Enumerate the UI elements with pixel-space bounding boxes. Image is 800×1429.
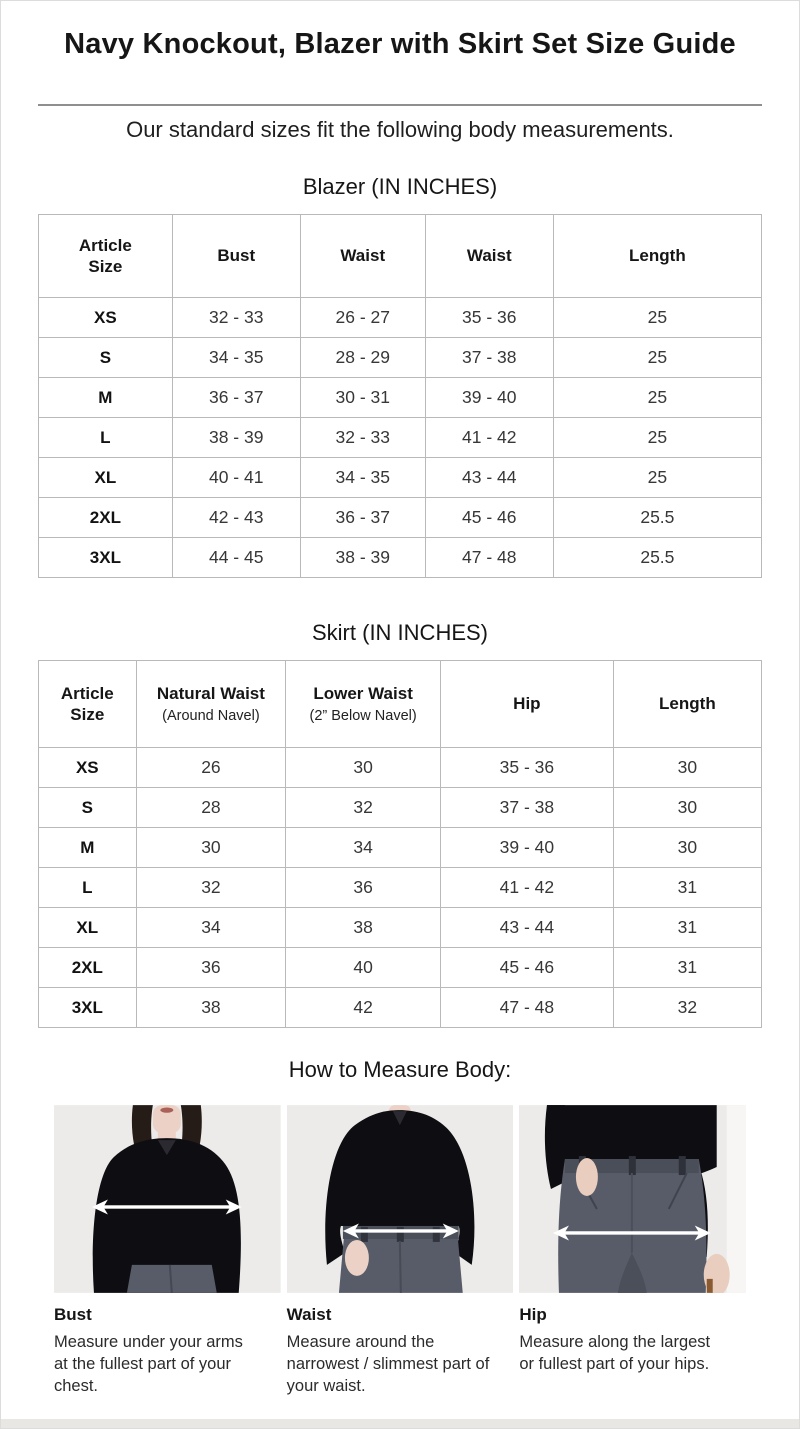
size-cell: 3XL [39,988,137,1028]
caption-label: Waist [286,1305,332,1324]
size-cell: S [39,788,137,828]
bust-caption [54,1305,281,1397]
blazer-col-length: Length [553,215,761,298]
value-cell: 26 - 27 [300,298,425,338]
value-cell: 45 - 46 [425,498,553,538]
value-cell: 34 - 35 [300,458,425,498]
blazer-col-waist2: Waist [425,215,553,298]
table-row [39,378,762,418]
table-row [39,418,762,458]
value-cell: 47 - 48 [440,988,613,1028]
value-cell: 25.5 [553,498,761,538]
skirt-col-length: Length [613,661,761,748]
value-cell: 40 - 41 [172,458,300,498]
value-cell: 43 - 44 [425,458,553,498]
caption-description: Measure along the largest or fullest part of your hips. [519,1333,711,1373]
blazer-size-table [38,214,762,578]
value-cell: 38 [136,988,286,1028]
value-cell: 28 - 29 [300,338,425,378]
title-divider [38,104,762,106]
table-row [39,298,762,338]
hip-photo [519,1105,746,1293]
value-cell: 32 - 33 [300,418,425,458]
value-cell: 34 - 35 [172,338,300,378]
blazer-header-row [39,215,762,298]
value-cell: 38 [286,908,441,948]
value-cell: 37 - 38 [425,338,553,378]
value-cell: 42 [286,988,441,1028]
value-cell: 47 - 48 [425,538,553,578]
value-cell: 35 - 36 [440,748,613,788]
table-row [39,748,762,788]
blazer-section-heading: Blazer (IN INCHES) [302,174,498,199]
skirt-col-lower-waist: Lower Waist (2” Below Navel) [286,661,441,748]
caption-description: Measure around the narrowest / slimmest part of your waist. [286,1333,490,1395]
size-cell: M [39,828,137,868]
value-cell: 30 [286,748,441,788]
value-cell: 30 - 31 [300,378,425,418]
table-row [39,908,762,948]
table-row [39,948,762,988]
page-bottom-edge [1,1419,799,1428]
value-cell: 43 - 44 [440,908,613,948]
value-cell: 36 [286,868,441,908]
value-cell: 41 - 42 [425,418,553,458]
caption-label: Hip [519,1305,547,1324]
skirt-size-table [38,660,762,1028]
value-cell: 32 [136,868,286,908]
value-cell: 30 [613,828,761,868]
blazer-col-article-size: Article Size [39,215,173,298]
size-cell: XS [39,748,137,788]
value-cell: 32 - 33 [172,298,300,338]
caption-label: Bust [54,1305,92,1324]
value-cell: 41 - 42 [440,868,613,908]
value-cell: 30 [613,788,761,828]
value-cell: 31 [613,868,761,908]
column-subtitle: (2” Below Navel) [309,708,417,725]
skirt-col-natural-waist: Natural Waist (Around Navel) [136,661,286,748]
value-cell: 38 - 39 [172,418,300,458]
hip-caption [519,1305,746,1397]
value-cell: 31 [613,908,761,948]
value-cell: 25 [553,338,761,378]
table-row [39,788,762,828]
table-row [39,338,762,378]
value-cell: 30 [136,828,286,868]
value-cell: 28 [136,788,286,828]
waist-photo [287,1105,514,1293]
skirt-header-row [39,661,762,748]
table-row [39,458,762,498]
value-cell: 34 [136,908,286,948]
column-subtitle: (Around Navel) [162,708,260,725]
skirt-col-hip: Hip [440,661,613,748]
value-cell: 38 - 39 [300,538,425,578]
value-cell: 32 [286,788,441,828]
value-cell: 36 - 37 [300,498,425,538]
blazer-col-waist: Waist [300,215,425,298]
caption-description: Measure under your arms at the fullest part of your chest. [54,1333,243,1395]
value-cell: 35 - 36 [425,298,553,338]
size-cell: 3XL [39,538,173,578]
size-cell: XS [39,298,173,338]
size-cell: S [39,338,173,378]
value-cell: 37 - 38 [440,788,613,828]
value-cell: 26 [136,748,286,788]
value-cell: 40 [286,948,441,988]
value-cell: 36 - 37 [172,378,300,418]
table-row [39,538,762,578]
blazer-col-bust: Bust [172,215,300,298]
page-subtitle: Our standard sizes fit the following body measurements. [126,117,674,142]
value-cell: 45 - 46 [440,948,613,988]
bust-photo [54,1105,281,1293]
size-cell: L [39,418,173,458]
value-cell: 31 [613,948,761,988]
value-cell: 34 [286,828,441,868]
table-row [39,868,762,908]
table-row [39,498,762,538]
value-cell: 44 - 45 [172,538,300,578]
value-cell: 25 [553,418,761,458]
value-cell: 42 - 43 [172,498,300,538]
size-cell: 2XL [39,498,173,538]
value-cell: 25 [553,458,761,498]
value-cell: 30 [613,748,761,788]
value-cell: 39 - 40 [425,378,553,418]
page-title: Navy Knockout, Blazer with Skirt Set Size Guide [64,28,736,60]
waist-caption [287,1305,514,1397]
size-cell: XL [39,458,173,498]
size-cell: M [39,378,173,418]
value-cell: 25 [553,298,761,338]
measure-captions-row [54,1305,746,1397]
measure-section-heading: How to Measure Body: [288,1057,512,1082]
value-cell: 36 [136,948,286,988]
value-cell: 32 [613,988,761,1028]
table-row [39,828,762,868]
value-cell: 25 [553,378,761,418]
size-cell: XL [39,908,137,948]
skirt-section-heading: Skirt (IN INCHES) [312,620,488,645]
value-cell: 39 - 40 [440,828,613,868]
table-row [39,988,762,1028]
measure-photos-row [54,1105,746,1293]
size-cell: 2XL [39,948,137,988]
size-cell: L [39,868,137,908]
value-cell: 25.5 [553,538,761,578]
skirt-col-article-size: Article Size [39,661,137,748]
